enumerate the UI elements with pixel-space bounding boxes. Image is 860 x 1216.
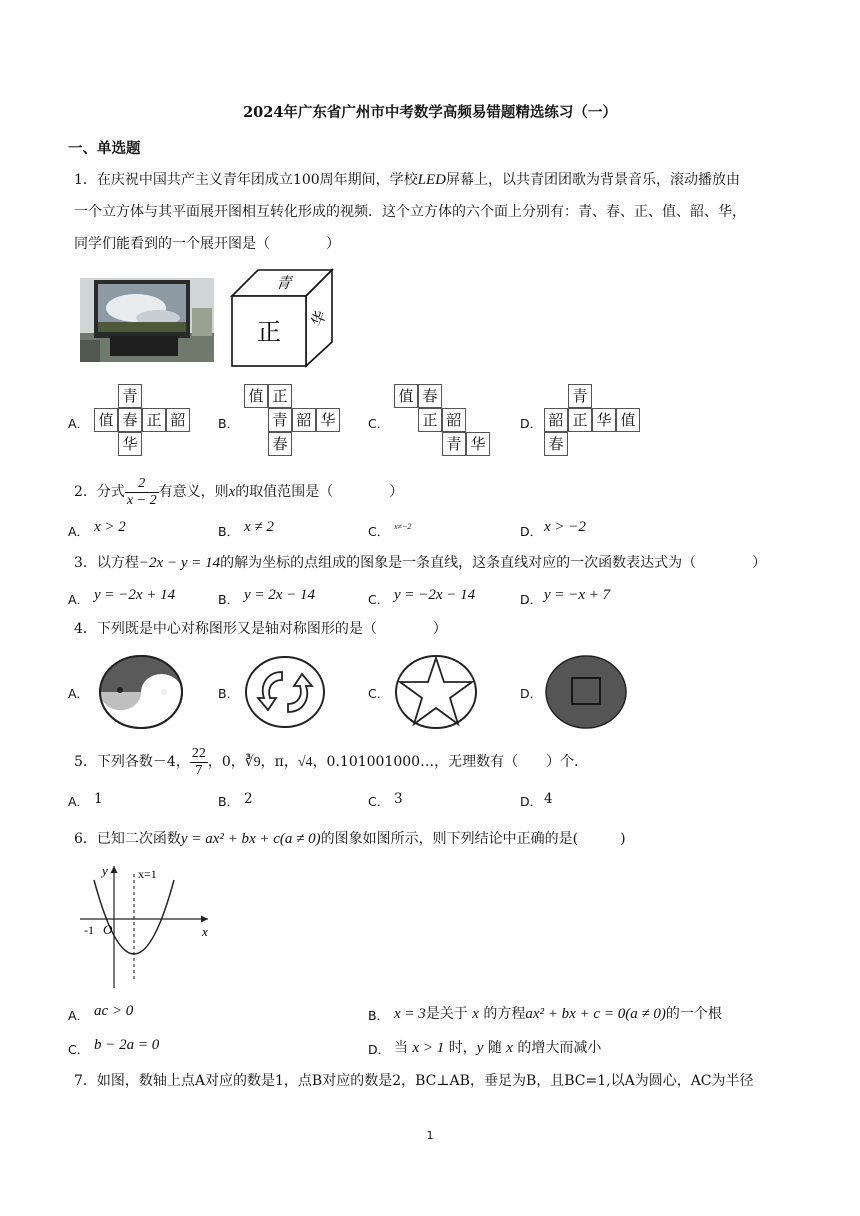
taiji-icon [98, 654, 184, 730]
q6-label-a: A． [68, 1008, 90, 1023]
net-cell: 正 [142, 408, 166, 432]
q5-label-c: C． [368, 794, 390, 809]
q3-option-c: y = −2x − 14 [394, 587, 476, 603]
q3-label-a: A． [68, 592, 90, 607]
net-cell: 值 [616, 408, 640, 432]
q2-label-b: B． [218, 524, 240, 539]
net-cell: 值 [94, 408, 118, 432]
cube-front-label: 正 [257, 318, 281, 346]
net-cell: 韶 [442, 408, 466, 432]
q5-stem: 5．下列各数－4， $\frac{22}{7}$ ，0，∛9，π，√4，0.101001000…，无理数有（ ）个． [74, 745, 589, 778]
q1-line2: 一个立方体与其平面展开图相互转化形成的视频．这个立方体的六个面上分别有：青、春、正、值、韶、华， [74, 204, 746, 220]
net-cell: 春 [418, 384, 442, 408]
net-cell: 华 [316, 408, 340, 432]
q6-stem: 6．已知二次函数y = ax² + bx + c(a ≠ 0)的图象如图所示，则下列结论中正确的是( ) [74, 831, 626, 847]
symmetry-axis-label: x=1 [138, 867, 157, 881]
q2-fraction: $\frac{2}{x - 2}$ [126, 475, 157, 508]
cube-right-label: 华 [307, 308, 330, 329]
q3-label-b: B． [218, 592, 240, 607]
q1-label-a: A． [68, 416, 90, 431]
net-cell: 华 [466, 432, 490, 456]
net-cell: 韶 [544, 408, 568, 432]
document-title: 2024年广东省广州市中考数学高频易错题精选练习（一） [243, 104, 617, 121]
q5-option-a: 1 [94, 791, 103, 807]
y-axis-label: y [102, 863, 108, 878]
q1-line1: 1．在庆祝中国共产主义青年团成立100周年期间，学校LED屏幕上，以共青团团歌为背景音乐，滚动播放由 [74, 172, 740, 188]
q5-fraction: $\frac{22}{7}$ [191, 745, 206, 778]
q5-label-b: B． [218, 794, 240, 809]
q5-label-d: D． [520, 794, 543, 809]
q2-stem: 2．分式 $\frac{2}{x - 2}$ 有意义，则x的取值范围是（ ） [74, 475, 404, 508]
q6-option-d: 当 x > 1 时，y 随 x 的增大而减小 [394, 1040, 602, 1056]
q3-label-c: C． [368, 592, 390, 607]
net-cell: 华 [118, 432, 142, 456]
rotating-arrows-icon [244, 654, 326, 730]
q4-stem: 4．下列既是中心对称图形又是轴对称图形的是（ ） [74, 621, 447, 637]
x-axis-label: x [202, 924, 208, 939]
q6-option-b: x = 3是关于 x 的方程ax² + bx + c = 0(a ≠ 0)的一个根 [394, 1006, 722, 1022]
q6-label-c: C． [68, 1042, 90, 1057]
q2-option-c: x≠−2 [394, 522, 412, 531]
q1-net-c [394, 384, 494, 458]
q7-stem: 7．如图，数轴上点A对应的数是1，点B对应的数是2，BC⊥AB，垂足为B，且BC=1,以A为圆心，AC为半径 [74, 1073, 754, 1089]
q5-option-d: 4 [544, 791, 553, 807]
q1-label-c: C． [368, 416, 390, 431]
net-cell: 韶 [292, 408, 316, 432]
section-heading: 一、单选题 [68, 140, 141, 157]
star-in-circle-icon [394, 654, 478, 730]
parabola-graph [80, 860, 220, 990]
net-cell: 青 [568, 384, 592, 408]
net-cell: 正 [418, 408, 442, 432]
net-cell: 青 [442, 432, 466, 456]
net-cell: 春 [268, 432, 292, 456]
q2-label-a: A． [68, 524, 90, 539]
coin-square-hole-icon [544, 654, 628, 730]
q3-stem: 3．以方程−2x − y = 14的解为坐标的点组成的图象是一条直线，这条直线对应的一次函数表达式为（ ） [74, 555, 767, 571]
q3-option-d: y = −x + 7 [544, 587, 611, 603]
root-label: -1 [84, 923, 94, 937]
q1-net-d [544, 384, 644, 458]
q6-label-d: D． [368, 1042, 391, 1057]
q6-option-c: b − 2a = 0 [94, 1037, 160, 1053]
q3-option-a: y = −2x + 14 [94, 587, 176, 603]
net-cell: 值 [244, 384, 268, 408]
net-cell: 春 [544, 432, 568, 456]
net-cell: 春 [118, 408, 142, 432]
net-cell: 韶 [166, 408, 190, 432]
q1-label-d: D． [520, 416, 543, 431]
q4-label-a: A． [68, 686, 90, 701]
q1-line3: 同学们能看到的一个展开图是（ ） [74, 236, 340, 252]
q4-label-c: C． [368, 686, 390, 701]
q5-option-b: 2 [244, 791, 253, 807]
q6-label-b: B． [368, 1008, 390, 1023]
net-cell: 正 [268, 384, 292, 408]
q4-label-d: D． [520, 686, 543, 701]
net-cell: 值 [394, 384, 418, 408]
net-cell: 青 [118, 384, 142, 408]
q3-label-d: D． [520, 592, 543, 607]
q2-option-a: x > 2 [94, 519, 126, 535]
q1-net-a [94, 384, 194, 458]
net-cell: 正 [568, 408, 592, 432]
net-cell: 青 [268, 408, 292, 432]
q2-label-c: C． [368, 524, 390, 539]
cube-top-label: 青 [274, 274, 296, 292]
q1-net-b [244, 384, 344, 458]
origin-label: O [103, 922, 113, 937]
q4-label-b: B． [218, 686, 240, 701]
cube-diagram [228, 266, 336, 368]
q2-option-b: x ≠ 2 [244, 519, 274, 535]
q2-label-d: D． [520, 524, 543, 539]
q5-label-a: A． [68, 794, 90, 809]
net-cell: 华 [592, 408, 616, 432]
page-number: 1 [426, 1129, 434, 1142]
q3-option-b: y = 2x − 14 [244, 587, 316, 603]
led-screen-photo [80, 278, 214, 362]
q5-option-c: 3 [394, 791, 403, 807]
q6-option-a: ac > 0 [94, 1003, 134, 1019]
q2-option-d: x > −2 [544, 519, 586, 535]
q1-label-b: B． [218, 416, 240, 431]
